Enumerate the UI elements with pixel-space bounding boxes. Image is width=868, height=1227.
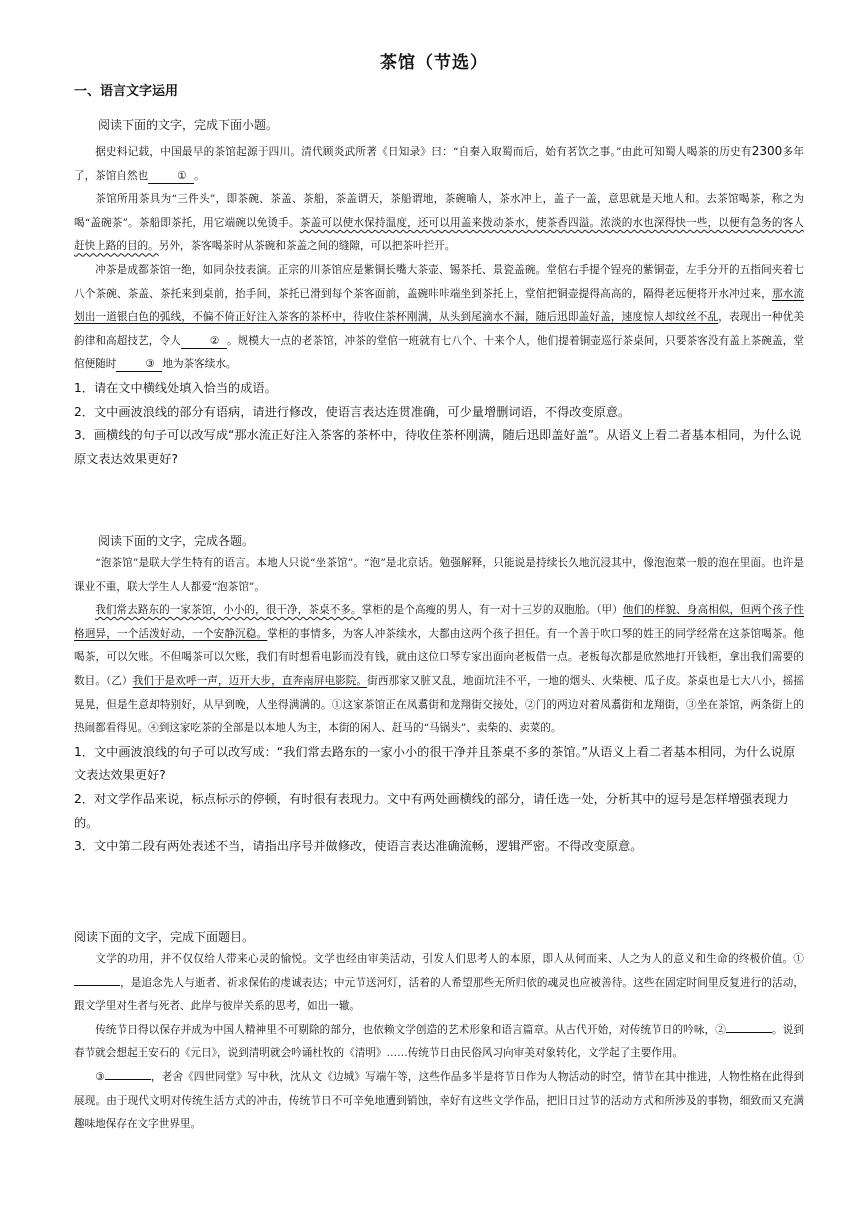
text-run: 冲茶是成都茶馆一绝，如同杂技表演。正宗的川茶馆应是紫铜长嘴大茶壶、锡茶托、景瓷盖碗。堂倌右手提个锃亮的紫铜壶，左手分开的五指间夹着七八个茶碗、茶盖、茶托来到桌前，抬手间，茶托已滑到每个茶客面前，盖碗咔咔端坐到茶托上，堂倌把铜壶提得高高的，隔得老远便将开水冲过来，: [74, 263, 804, 300]
reading-part-3: [74, 928, 804, 1137]
blank-3[interactable]: ③: [116, 357, 162, 372]
part3-paragraph-1: [74, 948, 804, 1019]
question-2: 2．对文学作品来说，标点标示的停顿，有时很有表现力。文中有两处画横线的部分，请任选一处，分析其中的逗号是怎样增强表现力的。: [74, 791, 789, 830]
text-run: 街西那家又脏又乱，地面坑洼不平，一地的烟头、火柴梗、瓜子皮。茶桌也是七大八小，摇摇晃晃，但是生意却特别好，从早到晚，人坐得满满的。①这家茶馆正在凤翥街和龙翔街交接处，②门的两边对着凤翥街和龙翔街，③坐在茶馆，两条街上的热闹都看得见。④到这家吃茶的全部是以本地人为主，本街的闲人、赶马的“马锅头”、卖柴的、卖菜的。: [74, 674, 805, 735]
text-run: 茶馆所用茶具为“三件头”，即茶碗、茶盖、茶船，茶盖谓天，茶船谓地，茶碗喻人，茶水冲上，盖子一盖，意思就是天地人和。去茶馆喝茶，称之为喝“盖碗茶”。茶船即茶托，用它端碗以免烫手。: [74, 193, 804, 229]
part2-paragraph-2: [74, 599, 804, 741]
part1-paragraph-3: [74, 259, 804, 377]
text-run: 文学的功用，并不仅仅给人带来心灵的愉悦。文学也经由审美活动，引发人们思考人的本原，即人从何而来、人之为人的意义和生命的终极价值。: [95, 953, 794, 965]
blank-marker-1: ①: [793, 953, 804, 965]
wavy-underlined-sentence: 茶盖可以使水保持温度，还可以用盖来拨动茶水，使茶香四溢。浓淡的水也深得快一些，以便有急务的客人赶快上路的目的。: [74, 216, 804, 253]
text-run: 掌柜的是个高瘦的男人，有一对十三岁的双胞胎。（甲）: [361, 604, 623, 617]
blank-marker-2: ②: [715, 1023, 726, 1036]
underlined-sentence-a: 他们的样貌、身高相似，但两个孩子性格迥异，一个活泼好动，一个安静沉稳。: [74, 604, 805, 640]
text-run: 另外，茶客喝茶时从茶碗和茶盖之间的缝隙，可以把茶叶拦开。: [158, 240, 456, 253]
text-run: 。: [194, 169, 205, 182]
text-number: 2300: [751, 144, 783, 158]
question-3: 3．文中第二段有两处表述不当，请指出序号并做修改，使语言表达准确流畅，逻辑严密。不得改变原意。: [74, 839, 643, 854]
part3-intro: 阅读下面的文字，完成下面题目。: [74, 930, 255, 944]
question-3: 3．画横线的句子可以改写成“那水流正好注入茶客的茶杯中，待收住茶杯刚满，随后迅即盖好盖”。从语义上看二者基本相同，为什么说原文表达效果更好?: [74, 428, 802, 466]
underlined-sentence: 那水流划出一道银白色的弧线，不偏不倚正好注入茶客的茶杯中，待收住茶杯刚满，从头到尾滴水不漏，随后迅即盖好盖，速度惊人却纹丝不乱: [74, 287, 805, 324]
question-1: 1．请在文中横线处填入恰当的成语。: [74, 380, 277, 395]
blank-2[interactable]: [726, 1032, 772, 1033]
text-run: ，是追念先人与逝者、祈求保佑的虔诚表达；中元节送河灯，活着的人希望那些无所归依的魂灵也应被善待。这些在固定时间里反复进行的活动，跟文学里对生者与死者、此岸与彼岸关系的思考，如出一辙。: [74, 976, 804, 1013]
part3-paragraph-3: [74, 1066, 804, 1137]
part3-paragraph-2: [74, 1019, 804, 1066]
underlined-sentence-b: 我们于是欢呼一声，迈开大步，直奔南屏电影院。: [132, 674, 368, 687]
part1-paragraph-1: [74, 140, 804, 188]
text-run: 地为茶客续水。: [162, 358, 237, 371]
text-run: 。规模大一点的老茶馆，冲茶的堂倌一班就有七八个、十来个人，他们提着铜壶巡行茶桌间，只要茶客没有盖上茶碗盖，堂倌便随时: [74, 334, 804, 371]
part1-intro: 阅读下面的文字，完成下面小题。: [98, 118, 279, 132]
question-2: 2．文中画波浪线的部分有语病，请进行修改，使语言表达连贯准确，可少量增删词语，不得改变原意。: [74, 404, 631, 419]
text-run: ，表现出一种优美韵律和高超技艺，令人: [74, 311, 805, 347]
blank-1[interactable]: ①: [148, 169, 194, 184]
wavy-underlined-sentence: 我们常去路东的一家茶馆，小小的，很干净，茶桌不多。: [95, 604, 362, 617]
text-run: 多年了，茶馆自然也: [74, 146, 804, 182]
blank-2[interactable]: ②: [181, 334, 227, 349]
part1-paragraph-2: [74, 188, 804, 259]
part2-paragraph-1: “泡茶馆”是联大学生特有的语言。本地人只说“坐茶馆”。“泡”是北京话。勉强解释，只能说是持续长久地沉浸其中，像泡泡菜一般的泡在里面。也许是课业不重，联大学生人人都爱“泡茶馆”。: [74, 557, 804, 593]
blank-marker-3: ③: [95, 1070, 105, 1083]
reading-part-1: [74, 116, 804, 471]
blank-3[interactable]: [105, 1079, 151, 1080]
text-run: 。说到春节就会想起王安石的《元日》，说到清明就会吟诵杜牧的《清明》……传统节日由民俗风习向审美对象转化，文学起了主要作用。: [74, 1023, 805, 1060]
reading-part-2: [74, 532, 804, 859]
page-title: 茶馆（节选）: [380, 53, 488, 73]
text-run: 据史料记载，中国最早的茶馆起源于四川。清代顾炎武所著《日知录》曰：“自秦入取蜀而后，始有茗饮之事。”由此可知蜀人喝茶的历史有: [95, 146, 752, 158]
text-run: 传统节日得以保存并成为中国人精神里不可剔除的部分，也依赖文学创造的艺术形象和语言篇章。从古代开始，对传统节日的吟咏，: [95, 1023, 716, 1036]
text-run: 掌柜的事情多，为客人冲茶续水，大都由这两个孩子担任。有一个善于吹口琴的姓王的同学经常在这茶馆喝茶。他喝茶，可以欠账。不但喝茶可以欠账，我们有时想看电影而没有钱，就由这位口琴专家出面向老板借一点。老板每次都是欣然地打开钱柜，拿出我们需要的数目。（乙）: [74, 627, 805, 687]
part2-intro: 阅读下面的文字，完成各题。: [98, 534, 255, 548]
text-run: ，老舍《四世同堂》写中秋，沈从文《边城》写端午等，这些作品多半是将节日作为人物活动的时空，情节在其中推进，人物性格在此得到展现。由于现代文明对传统生活方式的冲击，传统节日不可辛免地遭到销蚀，幸好有这些文学作品，把旧日过节的活动方式和所涉及的事物，细致而又充满趣味地保存在文字世界里。: [74, 1070, 805, 1131]
blank-1[interactable]: [74, 985, 120, 986]
question-1: 1．文中画波浪线的句子可以改写成：“我们常去路东的一家小小的很干净并且茶桌不多的茶馆。”从语义上看二者基本相同，为什么说原文表达效果更好?: [74, 744, 796, 783]
section-heading: 一、语言文字运用: [74, 84, 179, 99]
